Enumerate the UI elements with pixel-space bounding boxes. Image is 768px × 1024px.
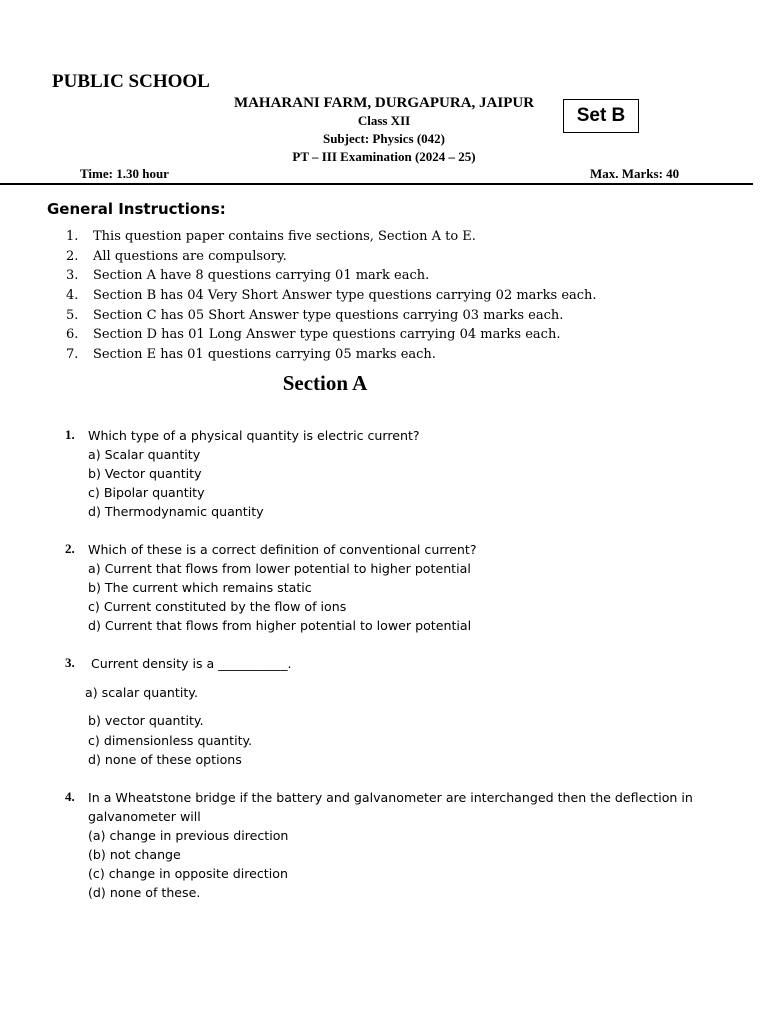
instruction-number: 7. [66, 347, 79, 363]
answer-option[interactable]: b) The current which remains static [88, 580, 312, 595]
subject-label: Subject: Physics (042) [322, 131, 446, 146]
school-name: PUBLIC SCHOOL [52, 71, 210, 92]
time-label: Time: 1.30 hour [80, 166, 169, 181]
question-text: Which of these is a correct definition of conventional current? [88, 542, 477, 557]
address-text: MAHARANI FARM, DURGAPURA, JAIPUR [233, 95, 535, 111]
exam-label: PT – III Examination (2024 – 25) [292, 149, 476, 164]
question-text: In a Wheatstone bridge if the battery and galvanometer are interchanged then the deflection in [88, 790, 693, 805]
instruction-number: 6. [66, 327, 79, 343]
answer-option[interactable]: (a) change in previous direction [88, 828, 289, 843]
max-marks-label: Max. Marks: 40 [590, 166, 680, 181]
question-number: 1. [65, 427, 75, 442]
answer-option[interactable]: a) Current that flows from lower potential to higher potential [88, 561, 471, 576]
instruction-text: Section D has 01 Long Answer type questions carrying 04 marks each. [93, 327, 561, 343]
instruction-item [66, 266, 597, 286]
answer-option[interactable]: c) Current constituted by the flow of ions [88, 599, 347, 614]
answer-option[interactable]: d) Current that flows from higher potential to lower potential [88, 618, 472, 633]
instruction-text: This question paper contains five sections, Section A to E. [93, 229, 476, 244]
question-text: galvanometer will [88, 809, 201, 824]
section-title: Section A [282, 371, 368, 395]
instruction-number: 5. [66, 307, 79, 323]
instruction-item [66, 345, 597, 365]
instructions-list [66, 227, 597, 365]
instruction-number: 1. [66, 229, 79, 244]
class-label: Class XII [357, 113, 411, 128]
instruction-item [66, 247, 597, 267]
answer-option[interactable]: b) vector quantity. [88, 713, 204, 728]
instruction-item [66, 306, 597, 326]
answer-option[interactable]: (b) not change [88, 847, 181, 862]
school-address [0, 95, 768, 112]
answer-option[interactable]: (c) change in opposite direction [88, 866, 288, 881]
answer-option[interactable]: c) dimensionless quantity. [88, 733, 253, 748]
instruction-text: Section E has 01 questions carrying 05 marks each. [93, 347, 436, 363]
header-divider [0, 183, 753, 185]
question-number: 4. [65, 789, 75, 804]
answer-option[interactable]: a) scalar quantity. [85, 685, 198, 700]
question-number: 2. [65, 541, 75, 556]
instruction-number: 3. [66, 268, 79, 284]
answer-option[interactable]: d) none of these options [88, 752, 242, 767]
instructions-title: General Instructions: [47, 200, 226, 218]
question-text: Current density is a ___________. [91, 656, 292, 671]
instruction-number: 2. [66, 248, 79, 264]
answer-option[interactable]: b) Vector quantity [88, 466, 202, 481]
answer-option[interactable]: a) Scalar quantity [88, 447, 201, 462]
instruction-text: All questions are compulsory. [93, 248, 287, 264]
question-text: Which type of a physical quantity is electric current? [88, 428, 420, 443]
question-number: 3. [65, 655, 75, 670]
answer-option[interactable]: c) Bipolar quantity [88, 485, 205, 500]
answer-option[interactable]: (d) none of these. [88, 885, 201, 900]
answer-option[interactable]: d) Thermodynamic quantity [88, 504, 264, 519]
instruction-item [66, 325, 597, 345]
instruction-text: Section A have 8 questions carrying 01 mark each. [93, 268, 430, 284]
instruction-item [66, 286, 597, 306]
set-badge: Set B [563, 99, 639, 133]
instruction-number: 4. [66, 288, 79, 304]
instruction-item [66, 227, 597, 247]
instruction-text: Section B has 04 Very Short Answer type questions carrying 02 marks each. [93, 288, 597, 304]
instruction-text: Section C has 05 Short Answer type questions carrying 03 marks each. [93, 307, 564, 323]
